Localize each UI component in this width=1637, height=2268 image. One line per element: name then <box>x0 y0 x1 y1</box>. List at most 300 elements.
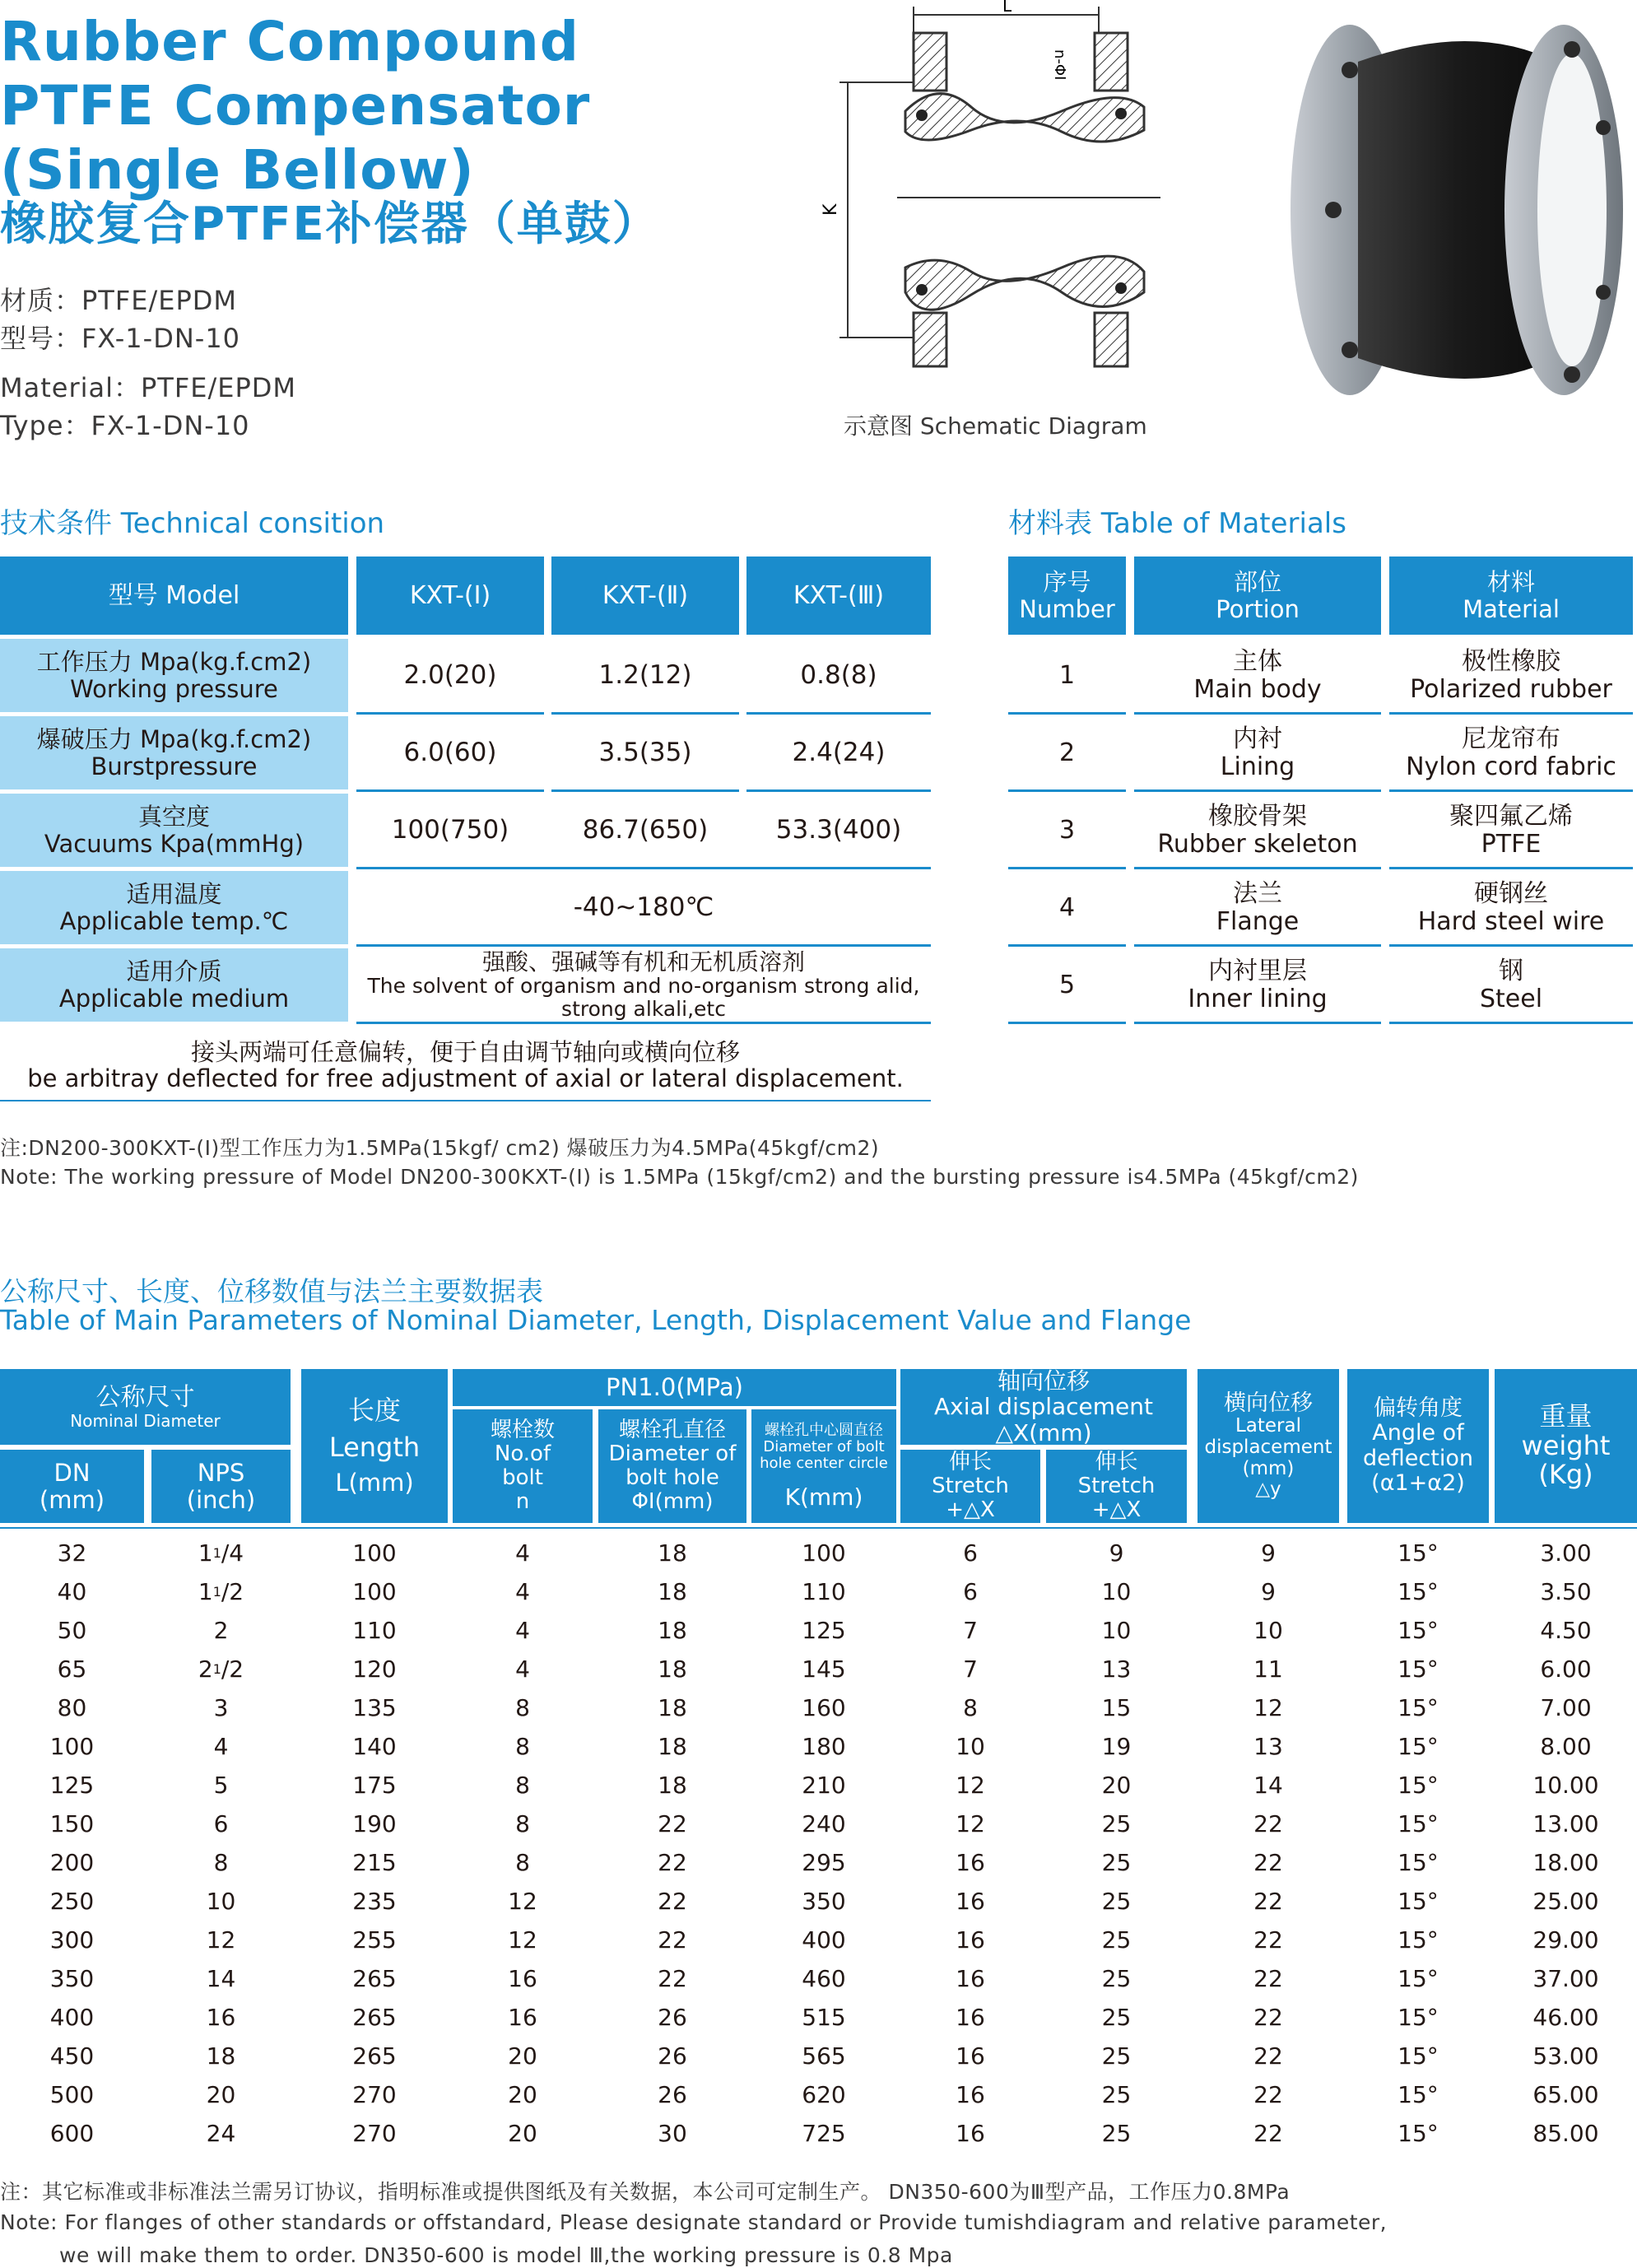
param-cell: 620 <box>802 2080 846 2108</box>
param-cell: 22 <box>1253 1964 1283 1992</box>
param-cell: 22 <box>1253 1887 1283 1915</box>
param-cell: 12 <box>508 1926 537 1954</box>
hdr-line: △X(mm) <box>995 1418 1092 1446</box>
param-cell <box>151 1959 291 1998</box>
cell-cn: 钢 <box>1499 956 1523 985</box>
hdr-dn <box>0 1450 144 1523</box>
tech-header-model: 型号 Model <box>0 557 348 635</box>
hdr-line: +△X <box>1091 1497 1142 1523</box>
hdr-line: No.of <box>494 1441 551 1466</box>
hdr-hole <box>598 1409 746 1523</box>
spec-material-cn: 材质：PTFE/EPDM <box>0 285 238 316</box>
materials-section-title: 材料表 Table of Materials <box>1008 507 1346 540</box>
param-cell <box>151 1998 291 2037</box>
spec-material-en: Material：PTFE/EPDM <box>0 372 297 403</box>
medium-en: strong alkali,etc <box>561 997 726 1022</box>
tech-section-title: 技术条件 Technical consition <box>0 507 385 540</box>
param-cell: 18 <box>658 1577 687 1605</box>
cell-cn: 极性橡胶 <box>1462 646 1560 676</box>
tech-value: 100(750) <box>391 815 509 845</box>
nps-frac: /2 <box>221 1577 244 1605</box>
param-cell: 15° <box>1397 1539 1439 1567</box>
param-cell: 265 <box>352 2042 397 2070</box>
params-title-cn: 公称尺寸、长度、位移数值与法兰主要数据表 <box>0 1275 543 1307</box>
param-cell: 500 <box>49 2080 95 2108</box>
param-cell: 250 <box>49 1887 95 1915</box>
param-cell: 15° <box>1397 1887 1439 1915</box>
param-cell: 10 <box>1101 1616 1132 1644</box>
param-cell: 9 <box>1109 1539 1124 1567</box>
nps-whole: 16 <box>206 2003 236 2031</box>
dim-label-k: K <box>821 203 841 216</box>
param-cell: 7 <box>963 1655 978 1683</box>
params-title-en: Table of Main Parameters of Nominal Diameter, Length, Displacement Value and Flange <box>0 1304 1192 1336</box>
hdr-nps <box>151 1450 291 1523</box>
param-cell: 6 <box>963 1577 978 1605</box>
mat-number: 1 <box>1058 660 1076 690</box>
hdr-en: Number <box>1019 594 1115 623</box>
param-cell: 9 <box>1261 1577 1276 1605</box>
hdr-line: 轴向位移 <box>997 1367 1090 1395</box>
nps-whole: 8 <box>213 1848 229 1876</box>
param-cell: 37.00 <box>1532 1964 1599 1992</box>
hdr-cn: 序号 <box>1043 568 1091 597</box>
param-cell: 150 <box>49 1809 95 1837</box>
param-cell <box>151 2037 291 2075</box>
spec-type-en: Type：FX-1-DN-10 <box>0 410 250 441</box>
mat-portion <box>1134 871 1381 944</box>
hdr-en: Material <box>1463 594 1560 623</box>
param-cell: 180 <box>802 1732 846 1760</box>
label-en: Working pressure <box>70 674 278 703</box>
param-cell: 400 <box>49 2003 95 2031</box>
product-title <box>0 10 590 203</box>
cell-cn: 尼龙帘布 <box>1462 724 1560 753</box>
param-cell: 400 <box>802 1926 846 1954</box>
hdr-line: L(mm) <box>335 1469 414 1497</box>
param-cell: 20 <box>508 2119 537 2147</box>
param-cell: 20 <box>1101 1771 1132 1799</box>
hdr-lateral <box>1198 1369 1339 1523</box>
param-cell: 120 <box>352 1655 397 1683</box>
nps-whole: 2 <box>213 1616 229 1644</box>
hdr-line: △y <box>1255 1479 1281 1501</box>
label-en: Burstpressure <box>91 752 258 780</box>
hdr-line: (mm) <box>39 1485 105 1514</box>
param-cell: 26 <box>658 2003 687 2031</box>
nps-whole: 4 <box>213 1732 229 1760</box>
cell-en: Flange <box>1216 906 1300 936</box>
tech-value: 3.5(35) <box>598 738 692 768</box>
note-2-en1: Note: For flanges of other standards or offstandard, Please designate standard or Provide tumishdiagram and relative parameter, <box>0 2210 1388 2234</box>
tech-value-temp: -40~180℃ <box>573 892 714 923</box>
param-cell: 16 <box>956 2003 985 2031</box>
hdr-weight <box>1495 1369 1637 1523</box>
hdr-line: 螺栓孔直径 <box>618 1417 726 1442</box>
hdr-line: (inch) <box>186 1485 256 1514</box>
product-title-cn: 橡胶复合PTFE补偿器（单鼓） <box>0 198 660 251</box>
label-en: Vacuums Kpa(mmHg) <box>44 829 305 858</box>
param-cell: 15° <box>1397 1809 1439 1837</box>
param-cell: 22 <box>658 1887 687 1915</box>
param-cell: 80 <box>57 1693 87 1721</box>
param-cell: 15° <box>1397 1964 1439 1992</box>
param-cell: 515 <box>802 2003 846 2031</box>
hdr-angle <box>1347 1369 1489 1523</box>
param-cell: 26 <box>658 2042 687 2070</box>
nps-whole: 1 <box>198 1577 213 1605</box>
mat-portion <box>1134 716 1381 789</box>
hdr-line: 横向位移 <box>1224 1390 1313 1416</box>
param-cell: 22 <box>1253 2119 1283 2147</box>
cell-en: Steel <box>1479 984 1543 1013</box>
param-cell: 15° <box>1397 1926 1439 1954</box>
nps-sup: 1 <box>212 1544 221 1561</box>
hdr-line: ΦI(mm) <box>631 1489 714 1515</box>
hdr-line: Diameter of <box>608 1441 737 1466</box>
tech-value: 0.8(8) <box>800 660 877 691</box>
param-cell: 8 <box>515 1848 530 1876</box>
tech-footnote <box>0 1036 931 1095</box>
tech-label <box>0 794 348 867</box>
param-cell: 4 <box>515 1539 530 1567</box>
param-cell: 19 <box>1101 1732 1132 1760</box>
hdr-line: Length <box>328 1432 421 1464</box>
hdr-line: hole center circle <box>760 1455 888 1473</box>
param-cell: 15° <box>1397 2119 1439 2147</box>
param-cell: 110 <box>802 1577 846 1605</box>
param-cell: 9 <box>1261 1539 1276 1567</box>
param-cell: 725 <box>802 2119 846 2147</box>
param-cell: 25 <box>1101 2119 1132 2147</box>
hdr-en: Nominal Diameter <box>70 1410 221 1431</box>
mat-material <box>1389 871 1633 944</box>
hdr-line: 长度 <box>347 1395 401 1427</box>
param-cell: 22 <box>1253 2080 1283 2108</box>
param-cell <box>151 1572 291 1611</box>
nps-sup: 1 <box>212 1583 221 1600</box>
param-cell: 18.00 <box>1532 1848 1599 1876</box>
param-cell: 4 <box>515 1655 530 1683</box>
param-cell: 15° <box>1397 1848 1439 1876</box>
param-cell: 240 <box>802 1809 846 1837</box>
param-cell: 13 <box>1253 1732 1283 1760</box>
param-cell: 100 <box>352 1577 397 1605</box>
param-cell <box>151 1921 291 1959</box>
param-cell: 145 <box>802 1655 846 1683</box>
param-cell: 25 <box>1101 2080 1132 2108</box>
label-cn: 适用温度 <box>126 880 222 909</box>
param-cell <box>151 1650 291 1688</box>
nps-whole: 14 <box>206 1964 236 1992</box>
param-cell <box>151 1843 291 1882</box>
label-en: Applicable temp.℃ <box>59 906 289 935</box>
param-cell: 10 <box>956 1732 985 1760</box>
param-cell: 16 <box>508 1964 537 1992</box>
mat-material <box>1389 794 1633 867</box>
param-cell <box>151 1766 291 1805</box>
param-cell: 12 <box>1253 1693 1283 1721</box>
param-cell: 3.50 <box>1540 1577 1592 1605</box>
hdr-cn: 部位 <box>1233 568 1281 597</box>
tech-label <box>0 948 348 1022</box>
title-line: Rubber Compound <box>0 10 579 73</box>
param-cell: 270 <box>352 2119 397 2147</box>
hdr-line: DN <box>53 1459 91 1488</box>
param-cell: 15° <box>1397 2042 1439 2070</box>
param-cell <box>151 2114 291 2153</box>
param-cell: 13.00 <box>1532 1809 1599 1837</box>
label-en: Applicable medium <box>58 984 290 1013</box>
nps-whole: 24 <box>206 2119 236 2147</box>
tech-value: 53.3(400) <box>775 815 902 845</box>
param-cell: 22 <box>1253 2003 1283 2031</box>
param-cell <box>151 1805 291 1843</box>
param-cell: 22 <box>658 1926 687 1954</box>
mat-portion <box>1134 948 1381 1022</box>
param-cell: 22 <box>1253 1809 1283 1837</box>
param-cell: 110 <box>352 1616 397 1644</box>
param-cell: 255 <box>352 1926 397 1954</box>
param-cell: 100 <box>49 1732 95 1760</box>
dim-label-l: L <box>1002 0 1012 16</box>
param-cell: 53.00 <box>1532 2042 1599 2070</box>
nps-whole: 10 <box>206 1887 236 1915</box>
hdr-line: Axial displacement <box>933 1393 1154 1421</box>
hdr-line: Diameter of bolt <box>763 1438 885 1456</box>
hdr-line: Lateral <box>1235 1415 1302 1437</box>
param-cell: 11 <box>1253 1655 1283 1683</box>
nps-whole: 5 <box>213 1771 229 1799</box>
param-cell: 25 <box>1101 1848 1132 1876</box>
param-cell: 26 <box>658 2080 687 2108</box>
hdr-nominal <box>0 1369 291 1445</box>
note-2-cn: 注：其它标准或非标准法兰需另订协议，指明标准或提供图纸及有关数据，本公司可定制生产。 DN350-600为Ⅲ型产品，工作压力0.8MPa <box>0 2180 1291 2204</box>
param-cell: 140 <box>352 1732 397 1760</box>
param-cell: 15° <box>1397 1577 1439 1605</box>
compensator-photo <box>1284 12 1630 407</box>
param-cell: 8.00 <box>1540 1732 1592 1760</box>
param-cell: 25 <box>1101 1926 1132 1954</box>
param-cell: 12 <box>956 1809 985 1837</box>
mat-material <box>1389 639 1633 712</box>
hdr-line: 伸长 <box>948 1449 992 1474</box>
tech-header-kxt3: KXT-(Ⅲ) <box>746 557 931 635</box>
nps-sup: 1 <box>212 1660 221 1677</box>
param-cell <box>151 1611 291 1650</box>
hdr-line: 偏转角度 <box>1374 1395 1463 1422</box>
cell-cn: 硬钢丝 <box>1474 878 1548 908</box>
param-cell: 6 <box>963 1539 978 1567</box>
tech-header-kxt2: KXT-(Ⅱ) <box>551 557 739 635</box>
param-cell: 125 <box>49 1771 95 1799</box>
cell-en: Polarized rubber <box>1410 674 1612 704</box>
medium-en: The solvent of organism and no-organism strong alid, <box>367 974 920 999</box>
nps-whole: 12 <box>206 1926 236 1954</box>
param-cell: 295 <box>802 1848 846 1876</box>
param-cell: 25 <box>1101 1887 1132 1915</box>
hdr-line: K(mm) <box>784 1483 863 1511</box>
param-cell <box>151 1727 291 1766</box>
hdr-line: Stretch <box>1077 1473 1156 1498</box>
hdr-cn: 材料 <box>1486 568 1535 597</box>
param-cell <box>151 2075 291 2114</box>
dim-label-nphi: n-ΦI <box>1051 49 1068 81</box>
param-cell: 40 <box>57 1577 87 1605</box>
nps-whole: 3 <box>213 1693 229 1721</box>
hdr-cn: 公称尺寸 <box>95 1383 195 1412</box>
param-cell: 65 <box>57 1655 87 1683</box>
param-cell: 25 <box>1101 2042 1132 2070</box>
hdr-line: Angle of <box>1372 1420 1464 1446</box>
param-cell: 16 <box>956 1964 985 1992</box>
param-cell: 565 <box>802 2042 846 2070</box>
footnote-en: be arbitray deflected for free adjustment of axial or lateral displacement. <box>27 1064 904 1092</box>
nps-whole: 20 <box>206 2080 236 2108</box>
hdr-line: (mm) <box>1242 1457 1295 1479</box>
mat-header-material <box>1389 557 1633 635</box>
param-cell: 25 <box>1101 2003 1132 2031</box>
param-cell: 16 <box>956 2042 985 2070</box>
param-cell: 160 <box>802 1693 846 1721</box>
tech-value: 1.2(12) <box>598 660 692 691</box>
param-cell: 15° <box>1397 1655 1439 1683</box>
title-line: (Single Bellow) <box>0 138 475 202</box>
hdr-en: Portion <box>1216 594 1300 623</box>
param-cell: 25 <box>1101 1809 1132 1837</box>
tech-value: 2.0(20) <box>403 660 497 691</box>
param-cell: 25.00 <box>1532 1887 1599 1915</box>
hdr-line: NPS <box>197 1459 245 1488</box>
note-2-en2: we will make them to order. DN350-600 is model Ⅲ,the working pressure is 0.8 Mpa <box>59 2243 953 2267</box>
param-cell: 22 <box>658 1809 687 1837</box>
param-cell: 22 <box>658 1964 687 1992</box>
nps-whole: 18 <box>206 2042 236 2070</box>
hdr-stretch <box>1046 1450 1187 1523</box>
param-cell: 18 <box>658 1655 687 1683</box>
hdr-line: Stretch <box>932 1473 1009 1498</box>
label-cn: 爆破压力 Mpa(kg.f.cm2) <box>36 725 312 754</box>
param-cell: 22 <box>1253 1926 1283 1954</box>
param-cell: 50 <box>57 1616 87 1644</box>
mat-number: 5 <box>1058 970 1076 999</box>
param-cell: 600 <box>49 2119 95 2147</box>
param-cell: 350 <box>802 1887 846 1915</box>
param-cell <box>151 1882 291 1921</box>
tech-label <box>0 639 348 712</box>
hdr-line: bolt <box>502 1465 543 1490</box>
param-cell: 100 <box>802 1539 846 1567</box>
param-cell: 300 <box>49 1926 95 1954</box>
param-cell: 12 <box>956 1771 985 1799</box>
param-cell: 32 <box>57 1539 87 1567</box>
cell-en: Main body <box>1193 674 1322 704</box>
title-line: PTFE Compensator <box>0 74 591 137</box>
hdr-line: +△X <box>946 1497 995 1523</box>
param-cell: 13 <box>1101 1655 1132 1683</box>
param-cell: 450 <box>49 2042 95 2070</box>
diagram-caption: 示意图 Schematic Diagram <box>844 412 1147 440</box>
param-cell: 7.00 <box>1540 1693 1592 1721</box>
param-cell: 200 <box>49 1848 95 1876</box>
param-cell: 350 <box>49 1964 95 1992</box>
param-cell: 16 <box>956 2119 985 2147</box>
param-cell: 270 <box>352 2080 397 2108</box>
note-1-cn: 注:DN200-300KXT-(Ⅰ)型工作压力为1.5MPa(15kgf/ cm2) 爆破压力为4.5MPa(45kgf/cm2) <box>0 1136 880 1160</box>
param-cell: 8 <box>515 1809 530 1837</box>
cell-cn: 橡胶骨架 <box>1208 801 1307 831</box>
param-cell: 16 <box>956 2080 985 2108</box>
tech-value: 86.7(650) <box>582 815 709 845</box>
param-cell <box>151 1688 291 1727</box>
nps-whole: 6 <box>213 1809 229 1837</box>
mat-header-number <box>1008 557 1126 635</box>
cell-en: PTFE <box>1481 829 1542 859</box>
tech-value-medium <box>356 948 931 1022</box>
param-cell: 10 <box>1253 1616 1283 1644</box>
cell-cn: 法兰 <box>1233 878 1282 908</box>
hdr-circle <box>751 1409 896 1523</box>
mat-portion <box>1134 639 1381 712</box>
hdr-stretch <box>900 1450 1040 1523</box>
param-cell: 15 <box>1101 1693 1132 1721</box>
param-cell: 4 <box>515 1616 530 1644</box>
tech-header-kxt1: KXT-(Ⅰ) <box>356 557 544 635</box>
param-cell: 8 <box>515 1771 530 1799</box>
param-cell: 65.00 <box>1532 2080 1599 2108</box>
param-cell: 46.00 <box>1532 2003 1599 2031</box>
hdr-line: 伸长 <box>1095 1449 1138 1474</box>
param-cell: 4.50 <box>1540 1616 1592 1644</box>
param-cell: 3.00 <box>1540 1539 1592 1567</box>
param-cell: 15° <box>1397 2080 1439 2108</box>
param-cell: 15° <box>1397 1771 1439 1799</box>
param-cell: 8 <box>515 1732 530 1760</box>
hdr-line: n <box>515 1489 530 1515</box>
param-cell: 215 <box>352 1848 397 1876</box>
nps-whole: 2 <box>198 1655 213 1683</box>
param-cell: 100 <box>352 1539 397 1567</box>
param-cell: 265 <box>352 1964 397 1992</box>
hdr-line: (Kg) <box>1538 1459 1593 1491</box>
param-cell: 16 <box>956 1926 985 1954</box>
param-cell: 15° <box>1397 1616 1439 1644</box>
mat-number: 2 <box>1058 738 1076 767</box>
param-cell: 25 <box>1101 1964 1132 1992</box>
cell-cn: 主体 <box>1233 646 1282 676</box>
mat-material <box>1389 948 1633 1022</box>
param-cell: 12 <box>508 1887 537 1915</box>
mat-number: 4 <box>1058 892 1076 922</box>
mat-header-portion <box>1134 557 1381 635</box>
param-cell: 14 <box>1253 1771 1283 1799</box>
cell-en: Hard steel wire <box>1417 906 1605 936</box>
tech-value: 2.4(24) <box>792 738 886 768</box>
tech-label <box>0 716 348 789</box>
hdr-line: 螺栓孔中心圆直径 <box>765 1422 883 1440</box>
param-cell: 10 <box>1101 1577 1132 1605</box>
param-cell: 10.00 <box>1532 1771 1599 1799</box>
param-cell: 15° <box>1397 1693 1439 1721</box>
param-cell: 16 <box>956 1848 985 1876</box>
param-cell: 22 <box>658 1848 687 1876</box>
param-cell: 20 <box>508 2080 537 2108</box>
mat-material <box>1389 716 1633 789</box>
hdr-length <box>301 1369 448 1523</box>
schematic-diagram-icon <box>815 0 1202 387</box>
param-cell: 7 <box>963 1616 978 1644</box>
param-cell: 235 <box>352 1887 397 1915</box>
